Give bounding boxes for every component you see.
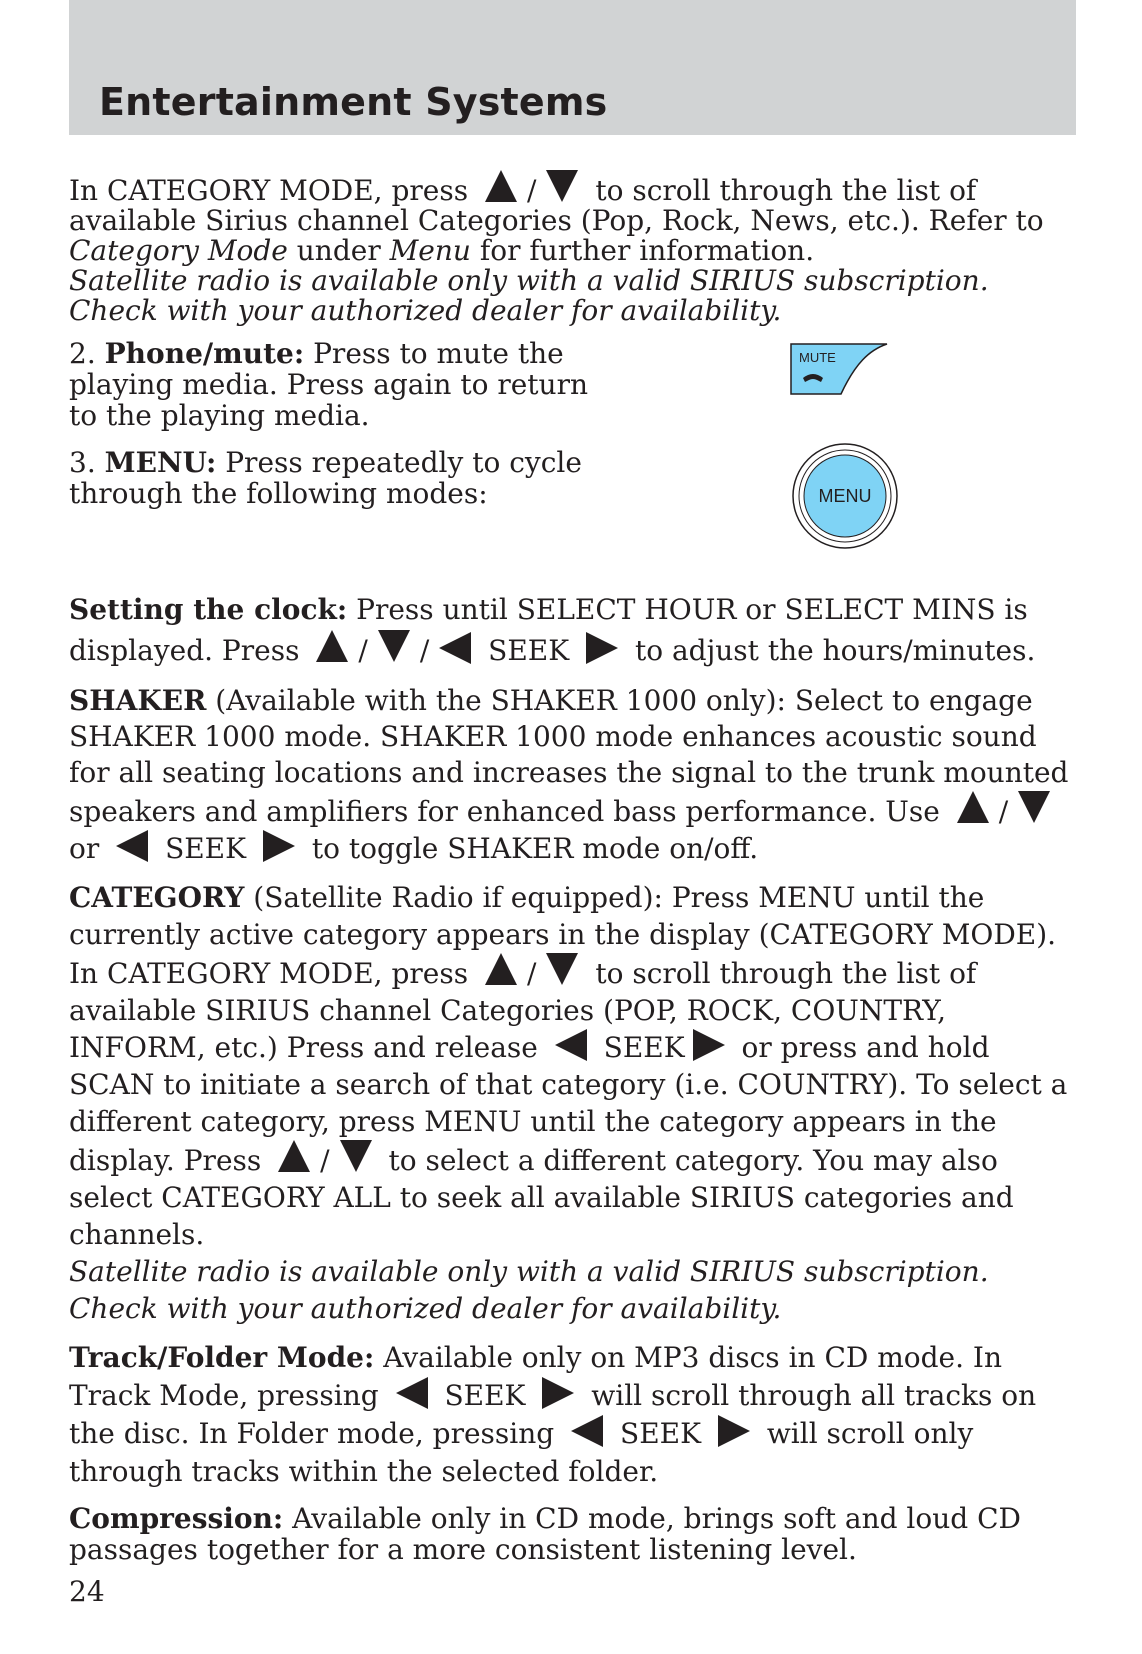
category-paragraph: CATEGORY (Satellite Radio if equipped): Press MENU until the currently active category appears in the display (CATEGORY MODE). In CATEGORY MODE, press / to scroll through the list of available SIRIUS channel Categories (POP, ROCK, COUNTRY, INFORM, etc.) Press and release SEEK or press and hold SCAN to initiate a search of that category (i.e. COUNTRY). To select a different category, press MENU until the category appears in the display. Press / to select a different category. You may also select CATEGORY ALL to seek all available SIRIUS categories and channels. Satellite radio is available only with a valid SIRIUS subscription. Check with your authorized dealer for availability. xyxy=(69,881,1068,1325)
up-arrow-icon xyxy=(485,953,517,985)
menu-item: 3. MENU: Press repeatedly to cycle through the following modes: MENU xyxy=(69,447,1079,550)
left-arrow-icon xyxy=(555,1029,587,1061)
subscription-note: Satellite radio is available only with a valid SIRIUS subscription. Check with your authorized dealer for availability. xyxy=(69,264,989,327)
page-number: 24 xyxy=(69,1575,105,1608)
shaker-paragraph: SHAKER (Available with the SHAKER 1000 only): Select to engage SHAKER 1000 mode. SHAKER 1000 mode enhances acoustic sound for all seating locations and increases the signal to the trunk mounted speakers and amplifiers for enhanced bass performance. Use / or SEEK to toggle SHAKER mode on/off. xyxy=(69,684,1069,865)
track-folder-paragraph: Track/Folder Mode: Available only on MP3 discs in CD mode. In Track Mode, pressing SEEK will scroll through all tracks on the disc. In Folder mode, pressing SEEK will scroll only through tracks within the selected folder. xyxy=(69,1341,1037,1488)
menu-button[interactable] xyxy=(791,442,899,550)
right-arrow-icon xyxy=(693,1029,725,1061)
down-arrow-icon xyxy=(546,170,578,202)
up-arrow-icon xyxy=(957,791,989,823)
down-arrow-icon xyxy=(1018,791,1050,823)
clock-paragraph: Setting the clock: Press until SELECT HOUR or SELECT MINS is displayed. Press / / SEEK to adjust the hours/minutes. xyxy=(69,593,1036,667)
intro-paragraph: In CATEGORY MODE, press / to scroll through the list of available Sirius channel Categories (Pop, Rock, News, etc.). Refer to Category Mode under Menu for further information. Satellite radio is available only with a valid SIRIUS subscription. Check with your authorized dealer for availability. xyxy=(69,170,1079,326)
page-content xyxy=(69,170,1079,1577)
section-header xyxy=(69,0,1076,135)
mute-button-label: MUTE xyxy=(799,350,836,365)
mute-button[interactable] xyxy=(789,340,909,400)
left-arrow-icon xyxy=(116,830,148,862)
down-arrow-icon xyxy=(546,953,578,985)
menu-button-label: MENU xyxy=(818,486,872,506)
right-arrow-icon xyxy=(263,830,295,862)
left-arrow-icon xyxy=(571,1415,603,1447)
left-arrow-icon xyxy=(439,632,471,664)
right-arrow-icon xyxy=(542,1377,574,1409)
up-arrow-icon xyxy=(316,630,348,662)
up-arrow-icon xyxy=(278,1140,310,1172)
down-arrow-icon xyxy=(340,1140,372,1172)
right-arrow-icon xyxy=(718,1415,750,1447)
compression-paragraph: Compression: Available only in CD mode, brings soft and loud CD passages together for a more consistent listening level. xyxy=(69,1502,1021,1566)
section-title: Entertainment Systems xyxy=(99,80,608,124)
up-arrow-icon xyxy=(485,170,517,202)
subscription-note: Satellite radio is available only with a valid SIRIUS subscription. Check with your authorized dealer for availability. xyxy=(69,1255,989,1325)
down-arrow-icon xyxy=(378,630,410,662)
phone-mute-item: 2. Phone/mute: Press to mute the playing media. Press again to return to the playing media. MUTE xyxy=(69,338,1079,431)
right-arrow-icon xyxy=(586,632,618,664)
left-arrow-icon xyxy=(396,1377,428,1409)
